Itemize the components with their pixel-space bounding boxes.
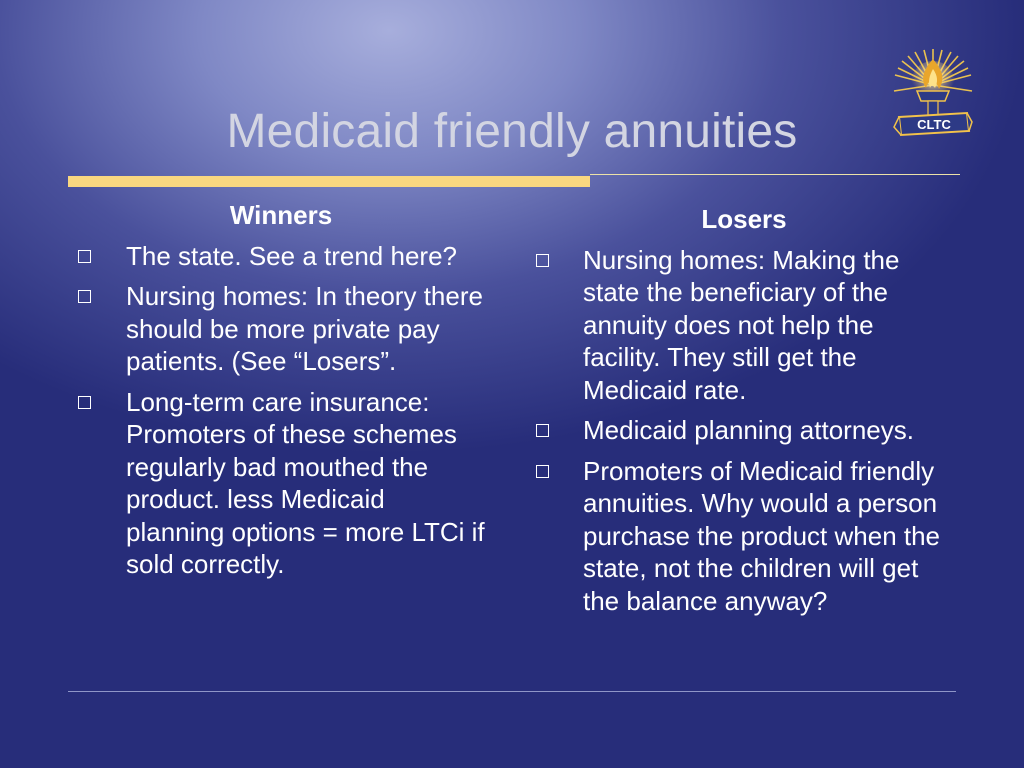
- list-item-text: Nursing homes: Making the state the beneficiary of the annuity does not help the facility. They still get the Medicaid rate.: [583, 244, 900, 405]
- checkbox-bullet-icon: [536, 254, 549, 267]
- losers-heading: Losers: [701, 204, 787, 234]
- title-underline-gold: [68, 176, 590, 187]
- list-item-text: Nursing homes: In theory there should be more private pay patients. (See “Losers”.: [126, 281, 483, 376]
- list-item-text: The state. See a trend here?: [126, 240, 457, 271]
- list-item: [76, 240, 486, 273]
- list-item: [76, 386, 486, 581]
- list-item-text: Medicaid planning attorneys.: [583, 415, 914, 445]
- losers-list: [534, 244, 954, 618]
- checkbox-bullet-icon: [536, 424, 549, 437]
- list-item-text: Long-term care insurance: Promoters of these schemes regularly bad mouthed the product. less Medicaid planning options = more LTCi if sold correctly.: [126, 386, 485, 579]
- checkbox-bullet-icon: [78, 250, 91, 263]
- winners-list: [76, 240, 486, 581]
- list-item: [76, 280, 486, 378]
- torch-emblem-icon: [893, 47, 973, 147]
- winners-column: [76, 199, 486, 589]
- checkbox-bullet-icon: [78, 396, 91, 409]
- checkbox-bullet-icon: [78, 290, 91, 303]
- list-item: [534, 244, 954, 407]
- logo-text: CLTC: [917, 117, 951, 132]
- losers-column: [534, 203, 954, 625]
- list-item: [534, 414, 954, 447]
- slide-title: Medicaid friendly annuities: [226, 105, 798, 158]
- winners-heading: Winners: [229, 200, 333, 230]
- list-item: [534, 455, 954, 618]
- checkbox-bullet-icon: [536, 465, 549, 478]
- list-item-text: Promoters of Medicaid friendly annuities. Why would a person purchase the product when the state, not the children will get the balance anyway?: [583, 455, 941, 616]
- bottom-divider: [68, 691, 956, 692]
- title-underline-thin: [590, 174, 960, 175]
- cltc-logo: [893, 47, 973, 147]
